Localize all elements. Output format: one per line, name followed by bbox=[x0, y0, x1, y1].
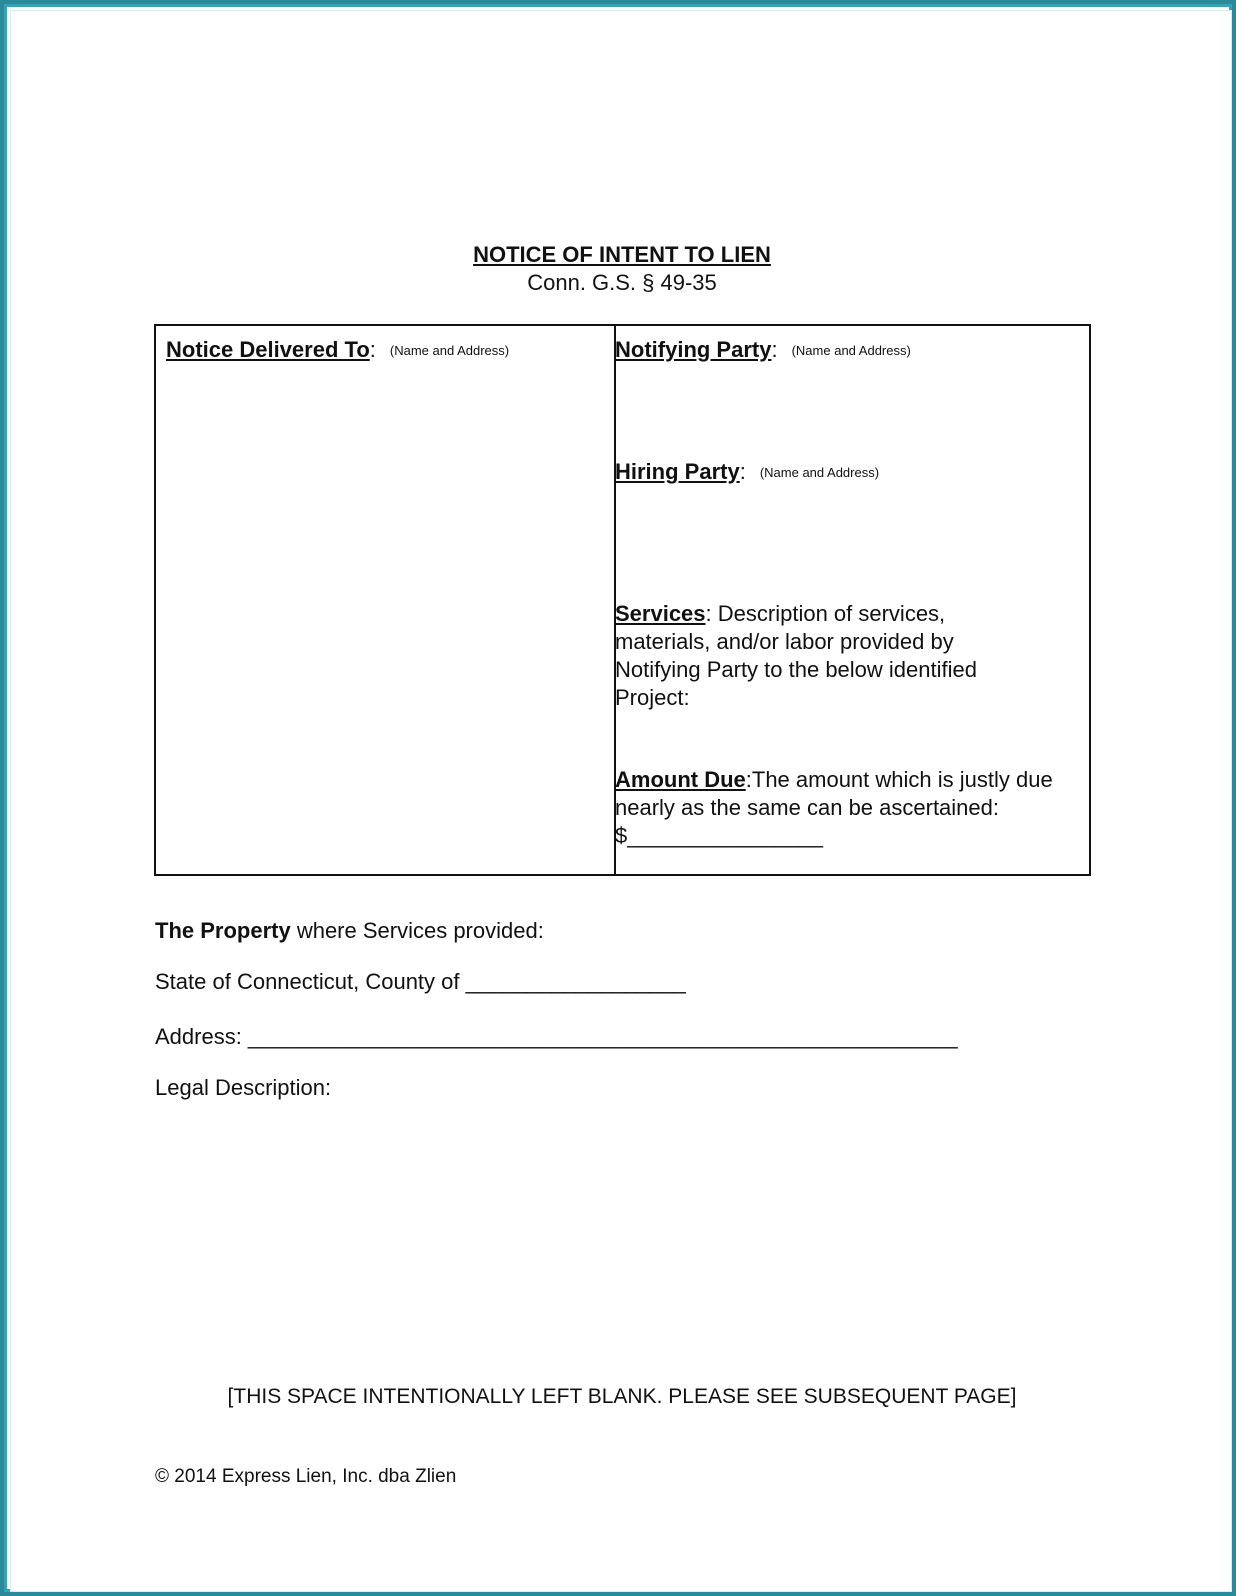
page-frame bbox=[4, 4, 1232, 1592]
services-description: : Description of services, materials, and/or labor provided by Notifying Party to the below identified Project: bbox=[615, 601, 977, 710]
hiring-party-hint: (Name and Address) bbox=[759, 465, 880, 480]
notice-info-box bbox=[154, 324, 1091, 876]
legal-description-label: Legal Description: bbox=[155, 1075, 332, 1100]
blank-space-notice: [THIS SPACE INTENTIONALLY LEFT BLANK. PLEASE SEE SUBSEQUENT PAGE] bbox=[227, 1385, 1017, 1408]
hiring-party-label: Hiring Party bbox=[615, 459, 740, 484]
delivered-to-label: Notice Delivered To bbox=[166, 337, 370, 362]
amount-due-label: Amount Due bbox=[615, 767, 746, 792]
address-line: Address: __________________________________________________________ bbox=[155, 1024, 958, 1049]
hiring-party-field: Hiring Party: (Name and Address) bbox=[615, 459, 880, 484]
notifying-party-label: Notifying Party bbox=[615, 337, 772, 362]
services-field bbox=[615, 600, 1035, 712]
notifying-party-hint: (Name and Address) bbox=[791, 343, 911, 358]
notifying-party-field: Notifying Party: (Name and Address) bbox=[615, 337, 911, 362]
property-heading: The Property where Services provided: bbox=[155, 918, 544, 943]
document-page bbox=[10, 10, 1232, 1592]
county-line: State of Connecticut, County of __________________ bbox=[155, 969, 686, 994]
statute-reference: Conn. G.S. § 49-35 bbox=[527, 270, 717, 295]
delivered-to-hint: (Name and Address) bbox=[389, 343, 510, 358]
amount-due-field bbox=[615, 766, 1055, 850]
services-label: Services bbox=[615, 601, 706, 626]
document-title: NOTICE OF INTENT TO LIEN bbox=[473, 242, 771, 267]
amount-due-description: :The amount which is justly due nearly as the same can be ascertained: $________________ bbox=[615, 767, 1053, 848]
delivered-to-field: Notice Delivered To: (Name and Address) bbox=[166, 337, 510, 362]
copyright-footer: © 2014 Express Lien, Inc. dba Zlien bbox=[155, 1466, 457, 1487]
